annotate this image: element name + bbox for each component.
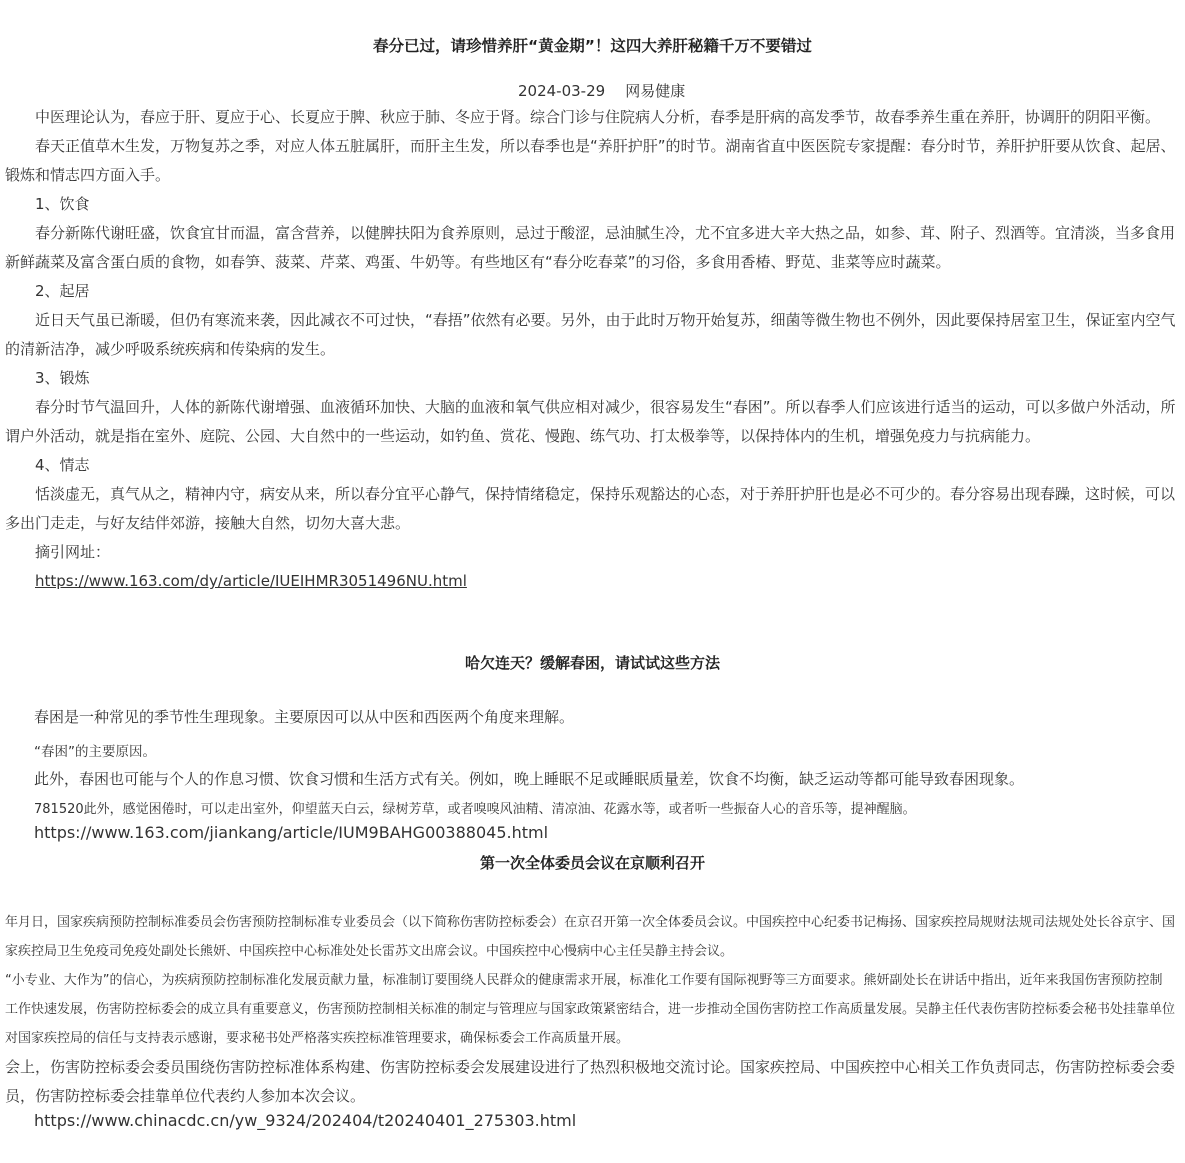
source-url: https://www.chinacdc.cn/yw_9324/202404/t20240401_275303.html (34, 1111, 577, 1130)
paragraph: 春天正值草木生发，万物复苏之季，对应人体五脏属肝，而肝主生发，所以春季也是“养肝护肝”的时节。湖南省直中医医院专家提醒：春分时节，养肝护肝要从饮食、起居、锻炼和情志四方面入手。 (5, 137, 1176, 184)
article-source: 网易健康 (625, 82, 686, 100)
article-body (5, 908, 1175, 1111)
paragraph: “小专业、大作为”的信心，为疾病预防控制标准化发展贡献力量，标准制订要围绕人民群众的健康需求开展，标准化工作要有国际视野等三方面要求。熊妍副处长在讲话中指出，近年来我国伤害预防控制工作快速发展，伤害防控标委会的成立具有重要意义，伤害预防控制相关标准的制定与管理应与国家政策紧密结合，进一步推动全国伤害防控工作高质量发展。吴静主任代表伤害防控标委会秘书处挂靠单位对国家疾控局的信任与支持表示感谢，要求秘书处严格落实疾控标准管理要求，确保标委会工作高质量开展。 (5, 973, 1176, 1046)
paragraph: 中医理论认为，春应于肝、夏应于心、长夏应于脾、秋应于肺、冬应于肾。综合门诊与住院病人分析，春季是肝病的高发季节，故春季养生重在养肝，协调肝的阴阳平衡。 (35, 108, 1161, 126)
paragraph: 近日天气虽已渐暖，但仍有寒流来袭，因此减衣不可过快，“春捂”依然有必要。另外，由于此时万物开始复苏，细菌等微生物也不例外，因此要保持居室卫生，保证室内空气的清新洁净，减少呼吸系统疾病和传染病的发生。 (5, 311, 1176, 358)
section-heading: 1、饮食 (35, 195, 90, 213)
paragraph: 恬淡虚无，真气从之，精神内守，病安从来，所以春分宜平心静气，保持情绪稳定，保持乐观豁达的心态，对于养肝护肝也是必不可少的。春分容易出现春躁，这时候，可以多出门走走，与好友结伴郊游，接触大自然，切勿大喜大悲。 (5, 485, 1176, 532)
paragraph: 春分时节气温回升，人体的新陈代谢增强、血液循环加快、大脑的血液和氧气供应相对减少，很容易发生“春困”。所以春季人们应该进行适当的运动，可以多做户外活动，所谓户外活动，就是指在室外、庭院、公园、大自然中的一些运动，如钓鱼、赏花、慢跑、练气功、打太极拳等，以保持体内的生机，增强免疫力与抗病能力。 (5, 398, 1176, 445)
article-date: 2024-03-29 (518, 82, 606, 100)
paragraph: 会上，伤害防控标委会委员围绕伤害防控标准体系构建、伤害防控标委会发展建设进行了热烈积极地交流讨论。国家疾控局、中国疾控中心相关工作负责同志，伤害防控标委会委员，伤害防控标委会挂靠单位代表约人参加本次会议。 (5, 1058, 1176, 1105)
source-label: 摘引网址： (35, 543, 111, 561)
source-link[interactable]: https://www.163.com/dy/article/IUEIHMR3051496NU.html (35, 572, 467, 590)
source-url: https://www.163.com/jiankang/article/IUM9BAHG00388045.html (34, 823, 549, 842)
paragraph: 春困是一种常见的季节性生理现象。主要原因可以从中医和西医两个角度来理解。 (34, 708, 575, 726)
article-meta (518, 80, 685, 101)
section-heading: 3、锻炼 (35, 369, 90, 387)
paragraph: “春困”的主要原因。 (34, 744, 156, 760)
article-title: 春分已过，请珍惜养肝“黄金期”！这四大养肝秘籍千万不要错过 (373, 37, 812, 55)
section-heading: 2、起居 (35, 282, 90, 300)
article-title: 哈欠连天？缓解春困，请试试这些方法 (464, 654, 720, 672)
paragraph: 春分新陈代谢旺盛，饮食宜甘而温，富含营养，以健脾扶阳为食养原则，忌过于酸涩，忌油腻生冷，尤不宜多进大辛大热之品，如参、茸、附子、烈酒等。宜清淡，当多食用新鲜蔬菜及富含蛋白质的食物，如春笋、菠菜、芹菜、鸡蛋、牛奶等。有些地区有“春分吃春菜”的习俗，多食用香椿、野苋、韭菜等应时蔬菜。 (5, 224, 1176, 271)
paragraph: 781520此外，感觉困倦时，可以走出室外，仰望蓝天白云，绿树芳草，或者嗅嗅风油精、清凉油、花露水等，或者听一些振奋人心的音乐等，提神醒脑。 (34, 802, 916, 817)
article-body (5, 103, 1177, 596)
paragraph: 此外，春困也可能与个人的作息习惯、饮食习惯和生活方式有关。例如，晚上睡眠不足或睡眠质量差，饮食不均衡，缺乏运动等都可能导致春困现象。 (34, 770, 1025, 788)
section-heading: 4、情志 (35, 456, 90, 474)
paragraph: 年月日，国家疾病预防控制标准委员会伤害预防控制标准专业委员会（以下简称伤害防控标委会）在京召开第一次全体委员会议。中国疾控中心纪委书记梅扬、国家疾控局规财法规司法规处处长谷京宇、国家疾控局卫生免疫司免疫处副处长熊妍、中国疾控中心标准处处长雷苏文出席会议。中国疾控中心慢病中心主任吴静主持会议。 (5, 915, 1176, 959)
article-title: 第一次全体委员会议在京顺利召开 (479, 854, 705, 872)
